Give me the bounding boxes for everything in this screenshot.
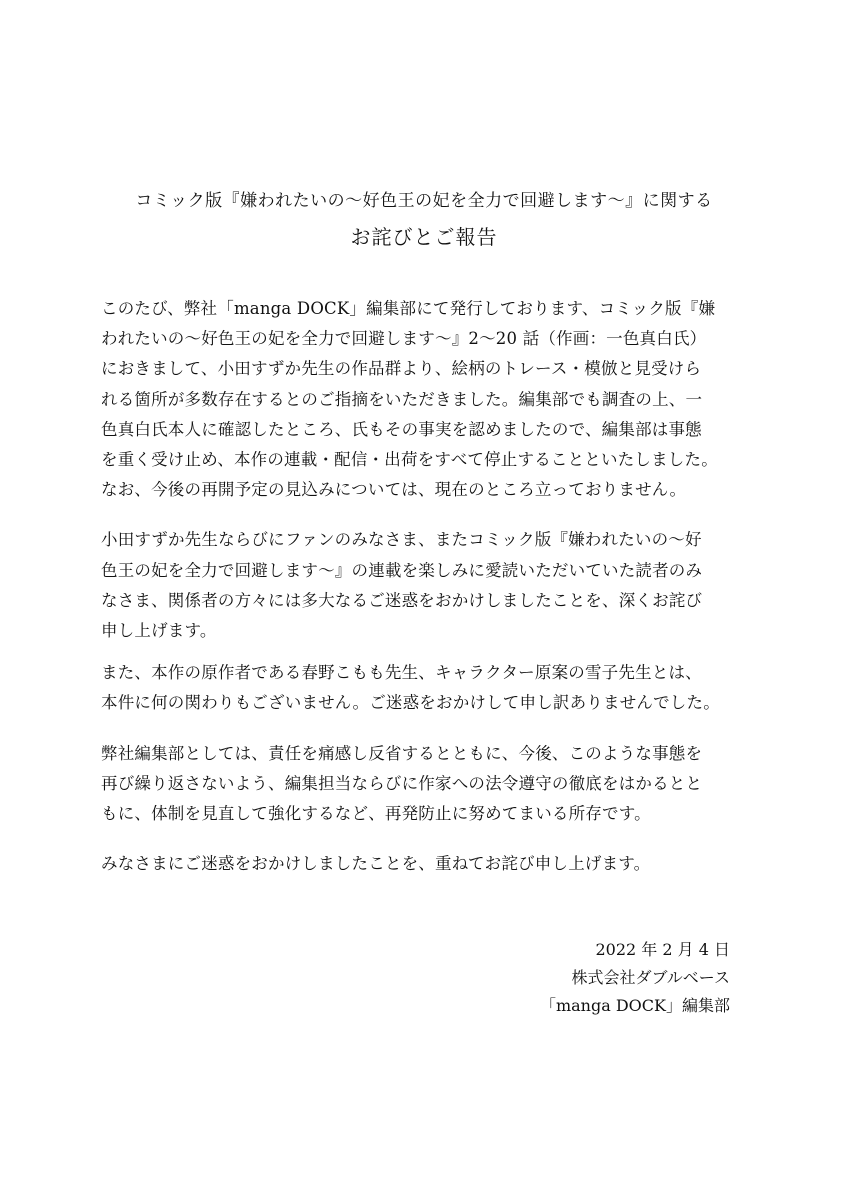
paragraph-line: 小田すずか先生ならびにファンのみなさま、またコミック版『嫌われたいの〜好: [101, 530, 702, 550]
paragraph-line: 再び繰り返さないよう、編集担当ならびに作家への法令遵守の徹底をはかるとと: [101, 773, 703, 793]
paragraph-line: におきまして、小田すずか先生の作品群より、絵柄のトレース・模倣と見受けら: [101, 359, 702, 379]
paragraph-line: を重く受け止め、本作の連載・配信・出荷をすべて停止することといたしました。: [101, 450, 718, 470]
signature-company: 株式会社ダブルベース: [571, 968, 730, 987]
paragraph-line: 色真白氏本人に確認したところ、氏もその事実を認めましたので、編集部は事態: [101, 419, 702, 439]
signature-block: [540, 936, 730, 1020]
paragraph-3: [101, 658, 756, 718]
paragraph-line: 弊社編集部としては、責任を痛感し反省するとともに、今後、このような事態を: [101, 743, 703, 763]
signature-department: 「manga DOCK」編集部: [539, 996, 730, 1015]
paragraph-line: みなさまにご迷惑をおかけしましたことを、重ねてお詫び申し上げます。: [101, 854, 651, 874]
document-body: [101, 294, 756, 879]
paragraph-line: また、本作の原作者である春野こもも先生、キャラクター原案の雪子先生とは、: [101, 663, 702, 683]
paragraph-2: [101, 525, 756, 646]
title-line-1: コミック版『嫌われたいの〜好色王の妃を全力で回避します〜』に関する: [135, 191, 713, 211]
paragraph-line: われたいの〜好色王の妃を全力で回避します〜』2〜20 話（作画：一色真白氏）: [101, 329, 707, 349]
paragraph-1: [101, 294, 756, 505]
paragraph-4: [101, 739, 756, 830]
document-title: [0, 188, 848, 252]
signature-date: 2022 年 2 月 4 日: [595, 940, 730, 959]
paragraph-5: [101, 849, 756, 879]
paragraph-line: 申し上げます。: [101, 621, 217, 641]
paragraph-line: 本件に何の関わりもございません。ご迷惑をおかけして申し訳ありませんでした。: [101, 693, 720, 713]
paragraph-line: なさま、関係者の方々には多大なるご迷惑をおかけしましたことを、深くお詫び: [101, 590, 703, 610]
paragraph-line: 色王の妃を全力で回避します〜』の連載を楽しみに愛読いただいていた読者のみ: [101, 560, 703, 580]
paragraph-line: このたび、弊社「manga DOCK」編集部にて発行しております、コミック版『嫌: [101, 299, 716, 318]
paragraph-line: れる箇所が多数存在するとのご指摘をいただきました。編集部でも調査の上、一: [101, 389, 703, 409]
paragraph-line: なお、今後の再開予定の見込みについては、現在のところ立っておりません。: [101, 480, 687, 500]
title-line-2: お詫びとご報告: [350, 225, 498, 249]
paragraph-line: もに、体制を見直して強化するなど、再発防止に努めてまいる所存です。: [101, 804, 651, 824]
